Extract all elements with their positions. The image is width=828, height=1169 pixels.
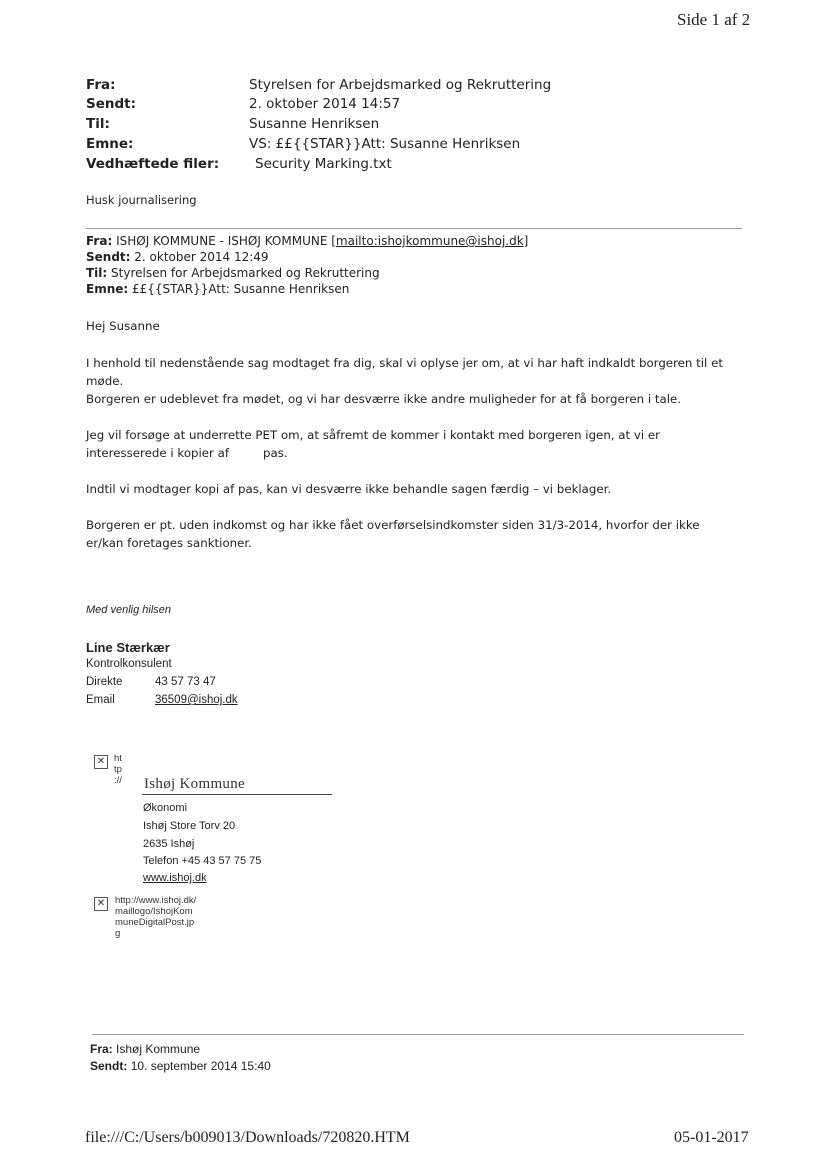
org-website-link[interactable]: www.ishoj.dk <box>143 872 207 884</box>
org-phone: Telefon +45 43 57 75 75 <box>143 855 262 867</box>
broken-image-icon-2 <box>94 897 108 911</box>
from-label: Fra: <box>86 77 116 93</box>
body-paragraph-1 <box>86 354 746 408</box>
org-street: Ishøj Store Torv 20 <box>143 820 236 832</box>
body-paragraph-4 <box>86 516 746 552</box>
fwd-to-label: Til: <box>86 266 108 280</box>
fwd-to-value: Styrelsen for Arbejdsmarked og Rekruttering <box>111 266 380 280</box>
closing: Med venlig hilsen <box>86 604 171 616</box>
fwd-from-email-link[interactable]: [mailto:ishojkommune@ishoj.dk] <box>331 234 529 248</box>
broken-image-alt-1: ht tp :// <box>114 753 122 786</box>
p2-line-2b: pas. <box>263 446 288 460</box>
subject-value: VS: ££{{STAR}}Att: Susanne Henriksen <box>249 136 521 152</box>
org-name: Ishøj Kommune <box>144 776 245 792</box>
older-from-label: Fra: <box>90 1042 113 1056</box>
divider <box>86 228 742 229</box>
body-paragraph-2 <box>86 426 746 462</box>
sent-label: Sendt: <box>86 96 137 112</box>
p1-line-2: møde. <box>86 374 124 388</box>
journal-note: Husk journalisering <box>86 193 197 207</box>
direct-label: Direkte <box>86 676 123 688</box>
from-value: Styrelsen for Arbejdsmarked og Rekruttering <box>249 77 552 93</box>
signer-title: Kontrolkonsulent <box>86 658 172 670</box>
to-value: Susanne Henriksen <box>249 116 380 132</box>
email-link[interactable]: 36509@ishoj.dk <box>155 694 238 706</box>
older-sent-value: 10. september 2014 15:40 <box>130 1059 271 1073</box>
p4-line-1: Borgeren er pt. uden indkomst og har ikke fået overførselsindkomster siden 31/3-2014, hvorfor der ikke <box>86 518 700 532</box>
fwd-sent-value: 2. oktober 2014 12:49 <box>134 250 269 264</box>
broken-image-icon <box>94 755 108 769</box>
email-label: Email <box>86 694 115 706</box>
fwd-from-label: Fra: <box>86 234 113 248</box>
fwd-from-name: ISHØJ KOMMUNE - ISHØJ KOMMUNE <box>116 234 328 248</box>
body-paragraph-3: Indtil vi modtager kopi af pas, kan vi desværre ikke behandle sagen færdig – vi beklager. <box>86 482 612 496</box>
fwd-subject-value: ££{{STAR}}Att: Susanne Henriksen <box>132 282 350 296</box>
org-underline <box>142 794 332 795</box>
p1-line-1: I henhold til nedenstående sag modtaget fra dig, skal vi oplyse jer om, at vi har haft indkaldt borgeren til et <box>86 356 723 370</box>
org-dept: Økonomi <box>143 802 188 814</box>
page-number: Side 1 af 2 <box>677 10 751 29</box>
file-path: file:///C:/Users/b009013/Downloads/720820.HTM <box>85 1129 410 1146</box>
fwd-sent-label: Sendt: <box>86 250 131 264</box>
p2-line-2 <box>86 444 746 462</box>
direct-phone: 43 57 73 47 <box>155 676 216 688</box>
broken-image-alt-2: http://www.ishoj.dk/ maillogo/IshojKom muneDigitalPost.jp g <box>115 895 197 939</box>
divider-2 <box>92 1034 744 1035</box>
older-sent-label: Sendt: <box>90 1059 128 1073</box>
sent-value: 2. oktober 2014 14:57 <box>249 96 401 112</box>
signer-name: Line Stærkær <box>86 640 170 655</box>
greeting: Hej Susanne <box>86 319 160 333</box>
attachment-link[interactable]: Security Marking.txt <box>255 156 392 172</box>
org-city: 2635 Ishøj <box>143 838 195 850</box>
p1-line-3: Borgeren er udeblevet fra mødet, og vi har desværre ikke andre muligheder for at få borgeren i tale. <box>86 392 681 406</box>
subject-label: Emne: <box>86 136 134 152</box>
print-date: 05-01-2017 <box>674 1129 749 1146</box>
p2-line-1: Jeg vil forsøge at underrette PET om, at såfremt de kommer i kontakt med borgeren igen, at vi er <box>86 428 661 442</box>
older-from-value: Ishøj Kommune <box>116 1042 201 1056</box>
p2-line-2a: interesserede i kopier af <box>86 446 230 460</box>
attachments-label: Vedhæftede filer: <box>86 156 220 172</box>
p4-line-2: er/kan foretages sanktioner. <box>86 536 252 550</box>
fwd-subject-label: Emne: <box>86 282 129 296</box>
to-label: Til: <box>86 116 110 132</box>
